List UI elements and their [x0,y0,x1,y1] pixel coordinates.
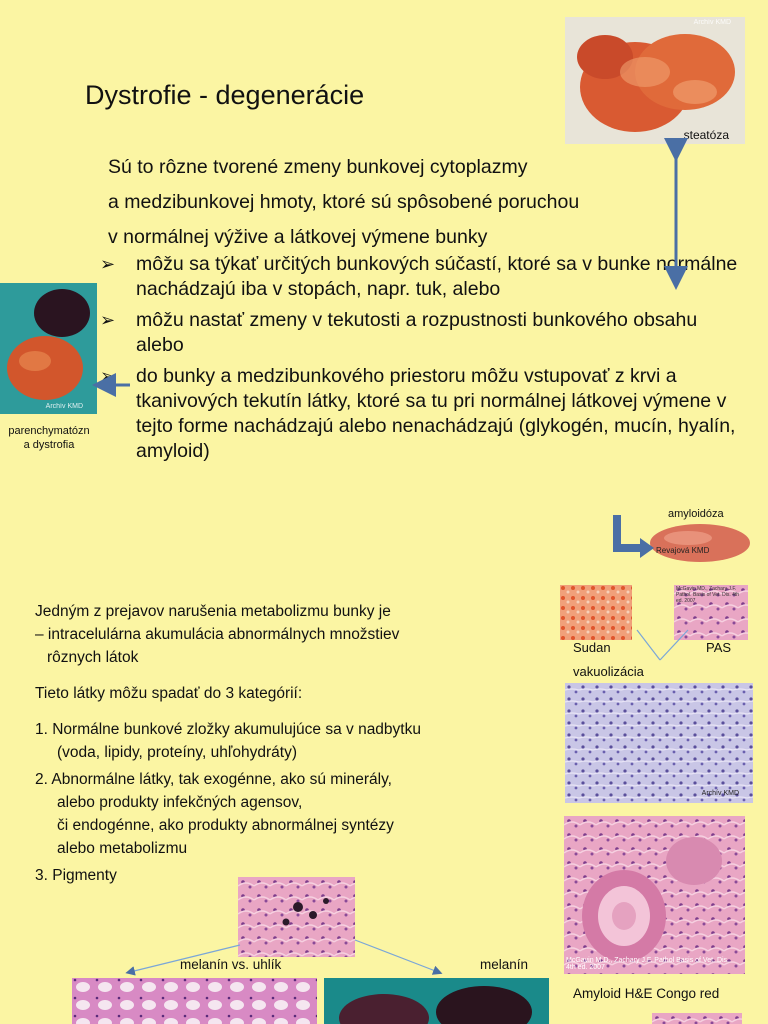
watermark: Archív KMD [45,403,83,410]
text-line: 2. Abnormálne látky, tak exogénne, ako sú minerály, [35,771,392,788]
pointer-line [355,940,438,972]
text-line: 1. Normálne bunkové zložky akumulujúce sa v nadbytku [35,721,421,738]
credit-text: McGavin M.D., Zachary J.F. Pathol Basis of Vet. Dis. 4th ed. 2007 [566,957,729,971]
bullet-text: môžu sa týkať určitých bunkových súčastí, ktoré sa v bunke normálne nachádzajú iba v stopách, napr. tuk, alebo [136,253,738,300]
bullet-text: môžu nastať zmeny v tekutosti a rozpustnosti bunkového obsahu alebo [136,309,698,356]
arrow-bullet-icon: ➢ [100,254,116,274]
page-title: Dystrofie - degenerácie [85,80,365,110]
pointer-line [660,630,688,660]
melanin-vs-coal-label: melanín vs. uhlík [180,957,282,972]
text-line: – intracelulárna akumulácia abnormálnych množstiev [35,626,400,643]
label-line: a dystrofia [23,439,75,451]
text-line: alebo metabolizmu [57,840,188,857]
pointer-line [130,945,240,972]
intro-line: Sú to rôzne tvorené zmeny bunkovej cytoplazmy [108,156,528,178]
pas-label: PAS [706,640,732,655]
text-line: Tieto látky môžu spadať do 3 kategórií: [35,685,303,702]
amyloidosis-label: amyloidóza [668,508,724,520]
text-line: rôznych látok [47,649,139,666]
amyloid-he-label: Amyloid H&E Congo red [573,986,720,1001]
text-line: 3. Pigmenty [35,867,117,884]
sudan-label: Sudan [573,640,611,655]
vacuolization-label: vakuolizácia [573,664,644,679]
watermark: Revajová KMD [656,546,710,555]
intro-line: a medzibunkovej hmoty, ktoré sú spôsobené poruchou [108,191,580,213]
text-line: (voda, lipidy, proteíny, uhľohydráty) [57,744,298,761]
intro-line: v normálnej výžive a látkovej výmene bunky [108,226,488,248]
bullet-text: do bunky a medzibunkového priestoru môžu vstupovať z krvi a tkanivových tekutín látky, ktoré sa tu pri normálnej látkovej výmene v tejto forme nachádzajú alebo nenachádzajú (glykogén, mucín, hyalín, amyloid) [136,365,736,462]
arrow-bullet-icon: ➢ [100,310,116,330]
text-line: Jedným z prejavov narušenia metabolizmu bunky je [35,603,391,620]
credit-text: McGavin MD., Zachary J.F. Pathol. Basis of Vet. Dis. 4th ed. 2007 [676,586,740,604]
melanin-label: melanín [480,957,529,972]
bent-arrow-icon [617,515,642,548]
text-line: alebo produkty infekčných agensov, [57,794,303,811]
text-line: či endogénne, ako produkty abnormálnej syntézy [57,817,394,834]
watermark: Archív KMD [701,790,739,797]
watermark: Archív KMD [693,19,731,26]
arrow-bullet-icon: ➢ [100,366,116,386]
steatosis-label: steatóza [683,128,729,142]
label-line: parenchymatózn [8,425,90,437]
pointer-line [637,630,660,660]
